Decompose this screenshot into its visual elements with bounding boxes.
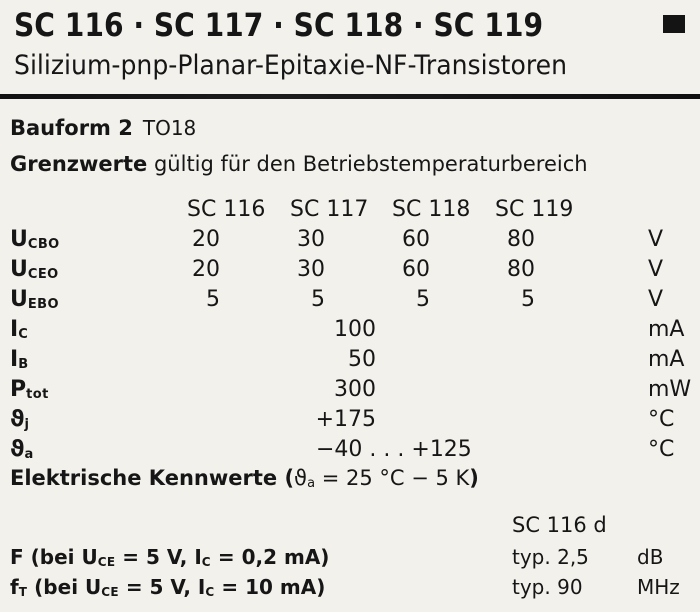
grenzwerte-heading-bold: Grenzwerte [10, 152, 148, 176]
limit-value: 5 [311, 286, 325, 312]
column-header-sc119: SC 119 [495, 196, 574, 222]
typ-value: typ. 2,5 [512, 545, 589, 569]
row-label [10, 227, 170, 252]
table-row-ucbo [10, 224, 700, 254]
condition-part: = 5 V, I [118, 575, 206, 599]
limit-value: 20 [192, 256, 220, 282]
unit-label: dB [637, 545, 664, 569]
row-label [10, 437, 170, 462]
grenzwerte-heading-rest: gültig für den Betriebstemperaturbereich [147, 152, 588, 176]
device-variant-header: SC 116 d [512, 513, 607, 537]
condition-subscript: C [201, 555, 211, 569]
table-row-ic [10, 314, 700, 344]
theta-symbol: ϑ [10, 436, 25, 462]
condition-part: = 10 mA) [214, 575, 326, 599]
limit-value: 50 [348, 346, 376, 372]
filled-square-icon [663, 15, 685, 33]
table-row-ib [10, 344, 700, 374]
theta-subscript: a [307, 476, 316, 491]
symbol: I [10, 346, 19, 372]
unit-label: V [648, 226, 664, 252]
unit-label: °C [648, 436, 675, 462]
limit-value: 300 [334, 376, 376, 402]
condition-subscript: CE [101, 585, 119, 599]
condition-part: = 0,2 mA) [210, 545, 330, 569]
condition-part: = 5 V, I [115, 545, 202, 569]
limit-value: 60 [402, 256, 430, 282]
limit-value: 80 [507, 256, 535, 282]
symbol-subscript: tot [26, 386, 49, 402]
typ-value: typ. 90 [512, 575, 583, 599]
column-header-sc118: SC 118 [392, 196, 471, 222]
symbol: P [10, 376, 27, 402]
table-header-row [10, 194, 700, 224]
symbol: U [10, 226, 28, 252]
row-label [10, 377, 170, 402]
condition-text [10, 545, 512, 569]
column-header-sc117: SC 117 [290, 196, 369, 222]
condition-subscript: T [18, 585, 28, 599]
row-label [10, 317, 170, 342]
condition-part: (bei U [27, 575, 102, 599]
table-row-uebo [10, 284, 700, 314]
paren-open: ( [284, 466, 295, 490]
limit-value: 20 [192, 226, 220, 252]
limit-value: 30 [297, 226, 325, 252]
symbol: I [10, 316, 19, 342]
page-title: SC 116 · SC 117 · SC 118 · SC 119 [14, 6, 544, 44]
limit-value: 100 [334, 316, 376, 342]
limit-value: 30 [297, 256, 325, 282]
symbol-subscript: B [18, 356, 29, 372]
condition-part: F (bei U [10, 545, 98, 569]
page-subtitle: Silizium-pnp-Planar-Epitaxie-NF-Transistoren [14, 50, 568, 81]
unit-label: °C [648, 406, 675, 432]
condition-subscript: CE [97, 555, 116, 569]
row-label [10, 347, 170, 372]
symbol: U [10, 286, 28, 312]
symbol: U [10, 256, 28, 282]
column-header-sc116: SC 116 [187, 196, 266, 222]
kennwerte-table [0, 542, 700, 602]
limit-value: 5 [206, 286, 220, 312]
limit-value: 5 [521, 286, 535, 312]
symbol-subscript: CBO [27, 236, 60, 252]
limit-value: 5 [416, 286, 430, 312]
condition-subscript: C [205, 585, 215, 599]
condition-part: f [10, 575, 19, 599]
table-row-theta-j [10, 404, 700, 434]
limit-value: 80 [507, 226, 535, 252]
paren-close: ) [469, 466, 479, 490]
condition-text [10, 575, 512, 599]
row-label [10, 287, 170, 312]
row-label [10, 407, 170, 432]
grenzwerte-heading [10, 152, 588, 176]
bauform-label: Bauform 2 [10, 116, 133, 140]
unit-label: MHz [637, 575, 680, 599]
limits-table [0, 194, 700, 464]
symbol-subscript: CEO [27, 266, 59, 282]
unit-label: mW [648, 376, 692, 402]
kennwerte-condition: = 25 °C − 5 K [315, 466, 470, 490]
table-row-theta-a [10, 434, 700, 464]
table-row-noise-figure [10, 542, 700, 572]
theta-symbol: ϑ [10, 406, 25, 432]
symbol-subscript: a [24, 446, 34, 462]
unit-label: mA [648, 346, 685, 372]
symbol-subscript: EBO [27, 296, 59, 312]
table-row-transit-frequency [10, 572, 700, 602]
kennwerte-heading-bold: Elektrische Kennwerte [10, 466, 285, 490]
unit-label: mA [648, 316, 685, 342]
limit-value: +175 [315, 406, 376, 432]
table-row-ptot [10, 374, 700, 404]
theta-symbol: ϑ [294, 466, 308, 490]
unit-label: V [648, 256, 664, 282]
limit-value: −40 . . . +125 [316, 436, 472, 462]
table-row-uceo [10, 254, 700, 284]
unit-label: V [648, 286, 664, 312]
row-label [10, 257, 170, 282]
section-rule [0, 94, 700, 99]
limit-value: 60 [402, 226, 430, 252]
symbol-subscript: C [18, 326, 29, 342]
kennwerte-heading [10, 466, 479, 491]
bauform-value: TO18 [142, 116, 197, 140]
bauform-line [10, 116, 196, 140]
symbol-subscript: j [24, 416, 30, 432]
